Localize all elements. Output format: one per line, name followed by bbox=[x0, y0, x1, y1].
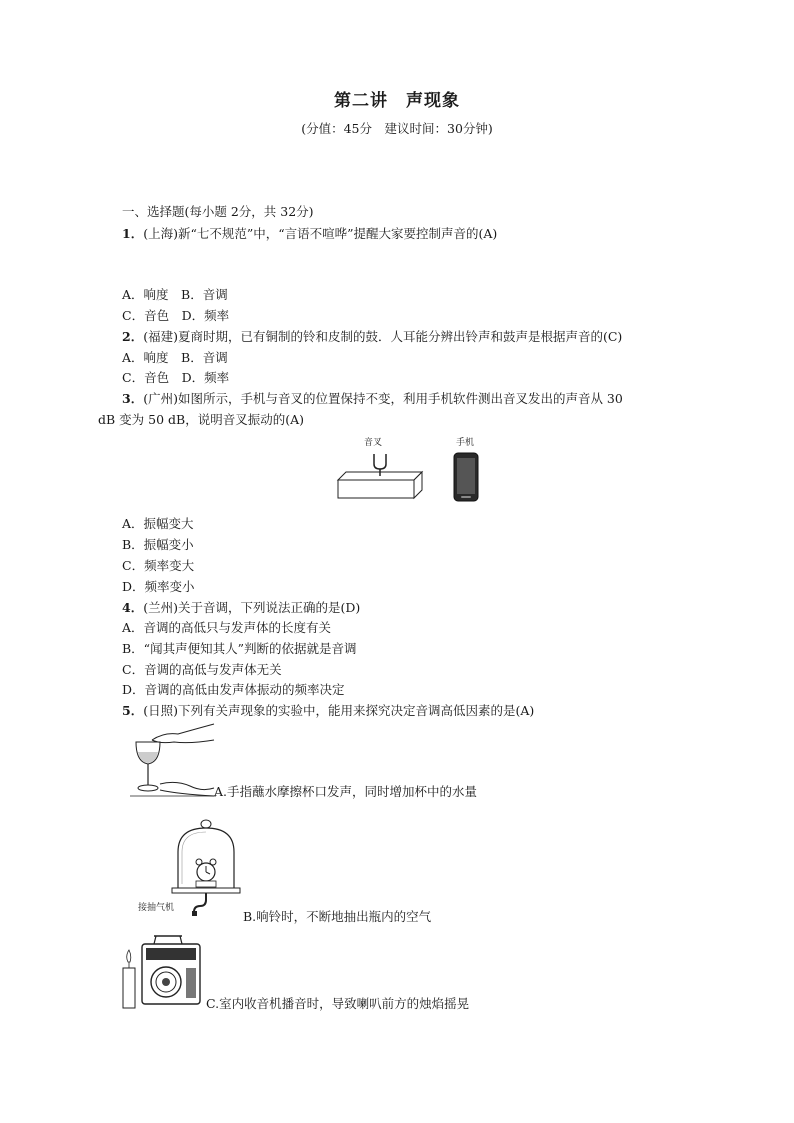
page-title: 第二讲 声现象 bbox=[334, 91, 460, 111]
question-number: 3． bbox=[122, 391, 144, 406]
q4-option-d: D．音调的高低由发声体振动的频率决定 bbox=[122, 682, 345, 697]
question-3 bbox=[122, 391, 623, 407]
air-pump-label: 接抽气机 bbox=[138, 903, 175, 913]
radio-candle-figure bbox=[120, 928, 206, 1012]
q3-option-a: A．振幅变大 bbox=[122, 516, 194, 531]
radio-icon bbox=[142, 936, 200, 1004]
section-heading: 一、选择题(每小题 2分，共 32分) bbox=[122, 204, 314, 219]
question-3-stem-cont: dB 变为 50 dB，说明音叉振动的(A) bbox=[98, 412, 304, 427]
candle-icon bbox=[123, 950, 135, 1008]
question-2 bbox=[122, 329, 622, 345]
page-subtitle: (分值：45分 建议时间：30分钟) bbox=[301, 121, 493, 136]
question-4 bbox=[122, 600, 360, 616]
question-number: 2． bbox=[122, 329, 144, 344]
phone-label: 手机 bbox=[456, 438, 475, 448]
q1-option-row-2: C．音色 D．频率 bbox=[122, 308, 230, 323]
q2-option-row-1: A．响度 B．音调 bbox=[122, 350, 228, 365]
phone-icon bbox=[454, 453, 478, 501]
wine-glass-icon bbox=[136, 742, 160, 791]
question-number: 4． bbox=[122, 600, 144, 615]
question-number: 5． bbox=[122, 703, 144, 718]
air-pump-tube-icon bbox=[192, 893, 206, 916]
q3-option-b: B．振幅变小 bbox=[122, 537, 194, 552]
tuning-fork-phone-figure bbox=[336, 450, 496, 506]
question-number: 1． bbox=[122, 226, 144, 241]
wine-glass-figure bbox=[130, 722, 220, 800]
fork-label: 音叉 bbox=[364, 438, 383, 448]
q4-option-c: C．音调的高低与发声体无关 bbox=[122, 662, 282, 677]
question-stem: (广州)如图所示，手机与音叉的位置保持不变，利用手机软件测出音叉发出的声音从 30 bbox=[143, 391, 623, 406]
q1-option-row-1: A．响度 B．音调 bbox=[122, 287, 228, 302]
q3-option-c: C．频率变大 bbox=[122, 558, 195, 573]
hand-icon bbox=[152, 724, 214, 796]
q5-option-c: C.室内收音机播音时，导致喇叭前方的烛焰摇晃 bbox=[206, 996, 470, 1011]
question-stem: (日照)下列有关声现象的实验中，能用来探究决定音调高低因素的是(A) bbox=[143, 703, 535, 718]
question-5 bbox=[122, 703, 534, 719]
q4-option-b: B．“闻其声便知其人”判断的依据就是音调 bbox=[122, 641, 357, 656]
q4-option-a: A．音调的高低只与发声体的长度有关 bbox=[122, 620, 332, 635]
tuning-fork-icon bbox=[338, 454, 422, 498]
q2-option-row-2: C．音色 D．频率 bbox=[122, 370, 230, 385]
question-stem: (福建)夏商时期，已有铜制的铃和皮制的鼓．人耳能分辨出铃声和鼓声是根据声音的(C) bbox=[143, 329, 623, 344]
q3-option-d: D．频率变小 bbox=[122, 579, 195, 594]
q5-option-b: B.响铃时，不断地抽出瓶内的空气 bbox=[243, 909, 432, 924]
alarm-clock-icon bbox=[196, 859, 216, 887]
question-1 bbox=[122, 226, 497, 242]
question-stem: (兰州)关于音调，下列说法正确的是(D) bbox=[143, 600, 361, 615]
q5-option-a: A.手指蘸水摩擦杯口发声，同时增加杯中的水量 bbox=[214, 784, 478, 799]
question-stem: (上海)新“七不规范”中，“言语不喧哗”提醒大家要控制声音的(A) bbox=[143, 226, 498, 241]
